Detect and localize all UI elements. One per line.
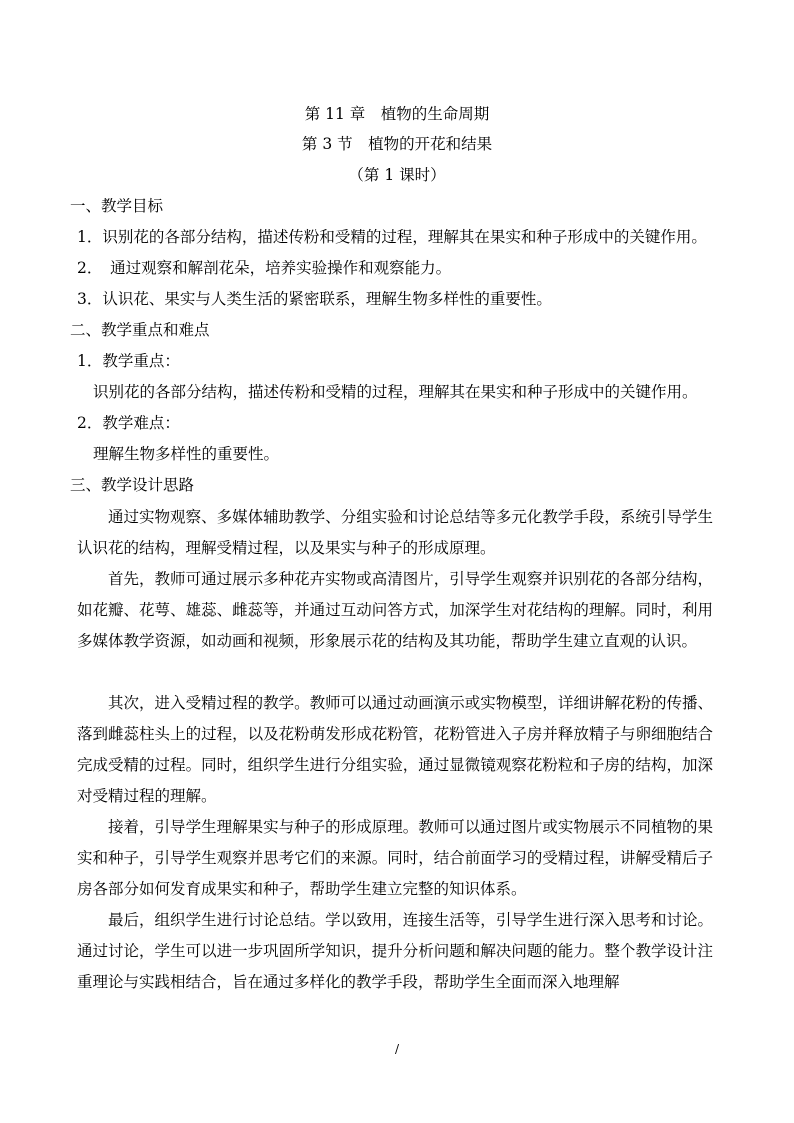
objective-item: 1．识别花的各部分结构，描述传粉和受精的过程，理解其在果实和种子形成中的关键作用。 xyxy=(77,228,707,246)
design-paragraph: 首先，教师可通过展示多种花卉实物或高清图片，引导学生观察并识别花的各部分结构，如花瓣、花萼、雄蕊、雌蕊等，并通过互动问答方式，加深学生对花结构的理解。同时，利用多媒体教学资源，如动画和视频，形象展示花的结构及其功能，帮助学生建立直观的认识。 xyxy=(77,570,713,650)
chapter-title: 第 11 章 植物的生命周期 xyxy=(304,105,490,123)
design-paragraph: 其次，进入受精过程的教学。教师可以通过动画演示或实物模型，详细讲解花粉的传播、落到雌蕊柱头上的过程，以及花粉萌发形成花粉管，花粉管进入子房并释放精子与卵细胞结合完成受精的过程。同时，组织学生进行分组实验，通过显微镜观察花粉粒和子房的结构，加深对受精过程的理解。 xyxy=(77,694,713,805)
section-heading-objectives: 一、教学目标 xyxy=(70,197,164,215)
difficulty-label: 2．教学难点： xyxy=(77,414,180,432)
design-paragraph: 通过实物观察、多媒体辅助教学、分组实验和讨论总结等多元化教学手段，系统引导学生认识花的结构，理解受精过程，以及果实与种子的形成原理。 xyxy=(77,508,713,557)
lesson-title: （第 1 课时） xyxy=(348,166,446,184)
section-heading-key-points: 二、教学重点和难点 xyxy=(70,321,210,339)
design-paragraph: 最后，组织学生进行讨论总结。学以致用，连接生活等，引导学生进行深入思考和讨论。通过讨论，学生可以进一步巩固所学知识，提升分析问题和解决问题的能力。整个教学设计注重理论与实践相结合，旨在通过多样化的教学手段，帮助学生全面而深入地理解 xyxy=(77,911,713,991)
section-title: 第 3 节 植物的开花和结果 xyxy=(301,135,493,153)
page-footer-mark: / xyxy=(394,1042,400,1056)
objective-item: 2． 通过观察和解剖花朵，培养实验操作和观察能力。 xyxy=(77,259,452,277)
section-heading-design: 三、教学设计思路 xyxy=(70,476,195,494)
design-paragraph: 接着，引导学生理解果实与种子的形成原理。教师可以通过图片或实物展示不同植物的果实和种子，引导学生观察并思考它们的来源。同时，结合前面学习的受精过程，讲解受精后子房各部分如何发育成果实和种子，帮助学生建立完整的知识体系。 xyxy=(77,818,713,898)
key-point-text: 识别花的各部分结构，描述传粉和受精的过程，理解其在果实和种子形成中的关键作用。 xyxy=(93,383,698,401)
objective-item: 3．认识花、果实与人类生活的紧密联系，理解生物多样性的重要性。 xyxy=(77,290,552,308)
key-point-label: 1．教学重点： xyxy=(77,352,180,370)
difficulty-text: 理解生物多样性的重要性。 xyxy=(93,445,280,463)
